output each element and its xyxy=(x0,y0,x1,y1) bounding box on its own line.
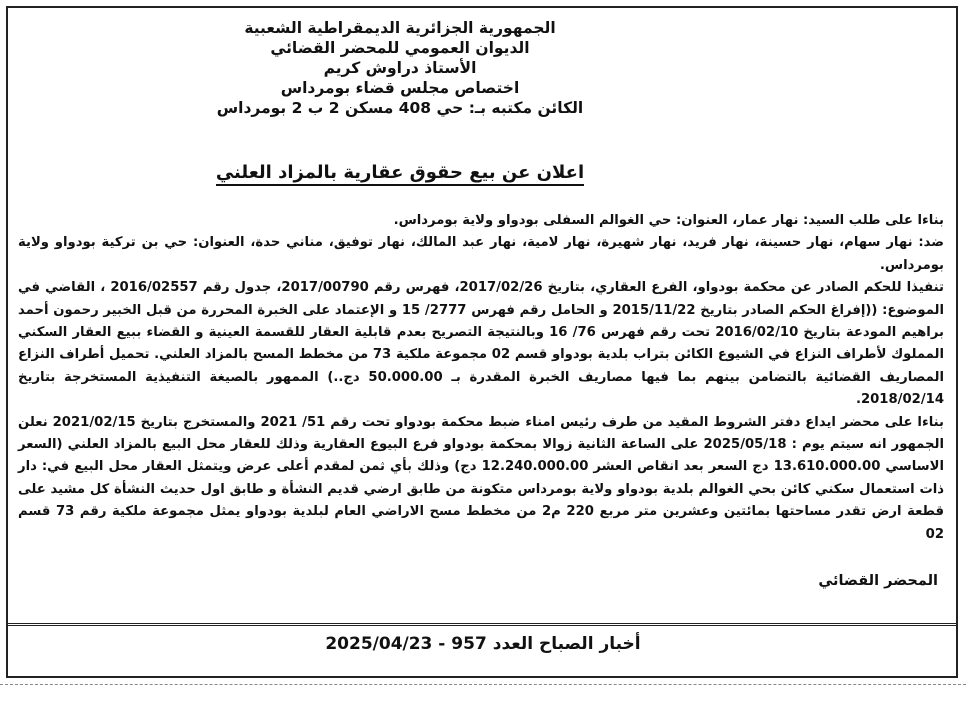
jurisdiction: اختصاص مجلس قضاء بومرداس xyxy=(280,79,520,97)
republic-name: الجمهورية الجزائرية الديمقراطية الشعبية xyxy=(244,19,556,37)
scan-edge-divider xyxy=(0,684,966,685)
bailiff-name: الأستاذ دراوش كريم xyxy=(323,59,477,77)
office-address: الكائن مكتبه بـ: حي 408 مسكن 2 ب 2 بومرداس xyxy=(216,99,584,117)
office-name: الديوان العمومي للمحضر القضائي xyxy=(270,39,530,57)
issuer-header xyxy=(150,18,650,118)
newspaper-footer: أخبار الصباح العدد 957 - 2025/04/23 xyxy=(325,634,641,654)
body-paragraph-requester: بناءا على طلب السيد: نهار عمار، العنوان: حي الغوالم السفلى بودواو ولاية بومرداس. xyxy=(393,213,944,228)
body-paragraph-judgment: تنفيذا للحكم الصادر عن محكمة بودواو، الفرع العقاري، بتاريخ 2017/02/26، فهرس رقم 2017/00790، جدول رقم 2016/02557 ، القاضي في الموضوع: ((إفراغ الحكم الصادر بتاريخ 2015/11/22 و الحامل رقم فهرس 2777/ 15 و الإعتماد على الخبرة المحررة من قبل الخبير رحمون أحمد براهيم المودعة بتاريخ 2016/02/10 تحت رقم فهرس 76/ 16 وبالنتيجة التصريح بعدم قابلية العقار للقسمة العينية و القضاء ببيع العقار السكني المملوك لأطراف النزاع في الشيوع الكائن بتراب بلدية بودواو قسم 02 مجموعة ملكية 73 من مخطط المسح بالمزاد العلني. تحميل أطراف النزاع المصاريف القضائية بالتضامن بينهم بما فيها مصاريف الخبرة المقدرة بـ 50.000.00 دج..) الممهور بالصيغة التنفيذية المستخرجة بتاريخ 2018/02/14. xyxy=(18,280,945,408)
footer-divider xyxy=(8,623,956,626)
announcement-body xyxy=(18,210,944,546)
body-paragraph-sale-details: بناءا على محضر ايداع دفتر الشروط المقيد من طرف رئيس امناء ضبط محكمة بودواو تحت رقم 51/ 2021 والمستخرج بتاريخ 2021/02/15 نعلن الجمهور انه سيتم يوم : 2025/05/18 على الساعة الثانية زوالا بمحكمة بودواو فرع البيوع العقارية وذلك للعقار محل البيع بالمزاد العلني (السعر الاساسي 13.610.000.00 دج السعر بعد انقاص العشر 12.240.000.00 دج) وذلك بأي ثمن لمقدم أعلى عرض ويتمثل العقار محل البيع في: دار ذات استعمال سكني كائن بحي الغوالم بلدية بودواو ولاية بومرداس متكونة من طابق ارضي قديم النشأة و طابق اول حديث النشأة كل مشيد على قطعة ارض تقدر مساحتها بمائتين وعشرين متر مربع 220 م2 من مخطط مسح الاراضي العام لبلدية بودواو يمثل مجموعة ملكية رقم 73 قسم 02 xyxy=(18,414,944,542)
title-container xyxy=(150,162,650,186)
announcement-title: اعلان عن بيع حقوق عقارية بالمزاد العلني xyxy=(216,162,584,186)
body-paragraph-defendants: ضد: نهار سهام، نهار حسينة، نهار فريد، نهار شهيرة، نهار لامية، نهار عبد المالك، نهار توفيق، مناني حدة، العنوان: حي بن تركية بودواو ولاية بومرداس. xyxy=(18,235,944,273)
signature: المحضر القضائي xyxy=(818,573,938,589)
